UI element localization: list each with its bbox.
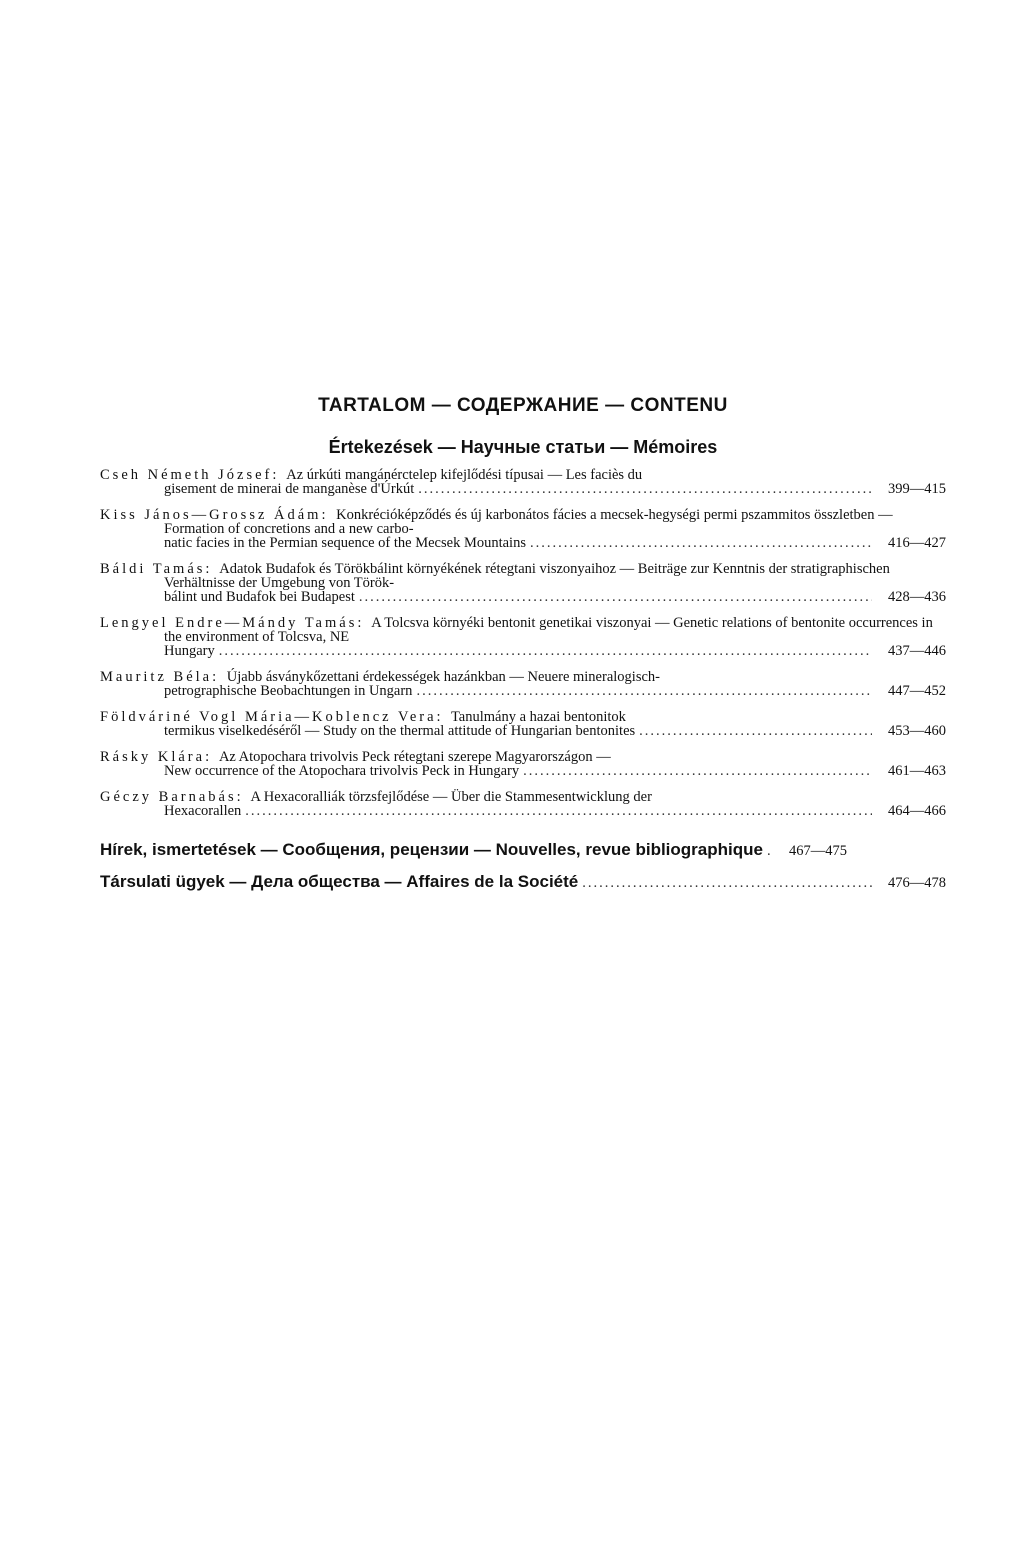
list-item xyxy=(100,670,946,698)
entry-title: Az úrkúti mangánérctelep kifejlődési típusai — Les faciès du xyxy=(286,467,643,483)
tail-section-title: Hírek, ismertetések — Сообщения, рецензии — Nouvelles, revue bibliographique xyxy=(100,840,763,859)
list-item xyxy=(100,468,946,496)
entry-pages: 416—427 xyxy=(888,535,946,551)
entry-last-line xyxy=(164,764,946,778)
entry-last-line xyxy=(164,536,946,550)
entry-pages: 464—466 xyxy=(888,803,946,819)
entry-last-line xyxy=(164,644,946,658)
entry-pages: 461—463 xyxy=(888,763,946,779)
entry-title-end: New occurrence of the Atopochara trivolvis Peck in Hungary xyxy=(164,763,520,779)
entry-pages: 399—415 xyxy=(888,481,946,497)
table-of-contents xyxy=(100,395,946,904)
dot-leader xyxy=(639,724,872,738)
list-item xyxy=(100,790,946,818)
tail-section-pages: 467—475 xyxy=(788,843,847,859)
entry-last-line xyxy=(164,482,946,496)
entry-pages: 447—452 xyxy=(888,683,946,699)
dot-leader xyxy=(523,764,872,778)
entry-author: Földváriné Vogl Mária—Koblencz Vera: xyxy=(100,709,444,725)
entry-title: Az Atopochara trivolvis Peck rétegtani szerepe Magyarországon — xyxy=(218,749,611,765)
entry-pages: 437—446 xyxy=(888,643,946,659)
tail-section-news xyxy=(100,840,946,860)
entry-author: Cseh Németh József: xyxy=(100,467,280,483)
list-item xyxy=(100,562,946,604)
dot-leader xyxy=(582,875,872,892)
entry-title-end: Hexacorallen xyxy=(164,803,242,819)
entry-author: Kiss János—Grossz Ádám: xyxy=(100,507,329,523)
entry-title: A Hexacoralliák törzsfejlődése — Über die Stammesentwicklung der xyxy=(250,789,652,805)
tail-section-title: Társulati ügyek — Дела общества — Affaires de la Société xyxy=(100,872,579,891)
list-item xyxy=(100,710,946,738)
dot-leader xyxy=(219,644,872,658)
entry-title-end: natic facies in the Permian sequence of the Mecsek Mountains xyxy=(164,535,526,551)
dot-leader xyxy=(416,684,872,698)
entry-list xyxy=(100,468,946,818)
entry-author: Mauritz Béla: xyxy=(100,669,220,685)
entry-title: Újabb ásványkőzettani érdekességek hazánkban — Neuere mineralogisch- xyxy=(226,669,660,685)
entry-last-line xyxy=(164,684,946,698)
tail-section-society xyxy=(100,872,946,892)
dot-leader xyxy=(245,804,872,818)
entry-pages: 453—460 xyxy=(888,723,946,739)
entry-author: Lengyel Endre—Mándy Tamás: xyxy=(100,615,365,631)
dot-leader xyxy=(530,536,872,550)
entry-last-line xyxy=(164,590,946,604)
list-item xyxy=(100,750,946,778)
section-title: Értekezések — Научные статьи — Mémoires xyxy=(328,437,718,457)
entry-title: Adatok Budafok és Törökbálint környékének rétegtani viszonyaihoz — Beiträge zur Kenntnis der stratigraphischen Verhältnisse der Umgebung von Török- xyxy=(164,561,890,591)
entry-title-end: petrographische Beobachtungen in Ungarn xyxy=(164,683,413,699)
entry-title: Konkrécióképződés és új karbonátos fácies a mecsek-hegységi permi pszammitos összletben — Formation of concretions and a new carbo- xyxy=(164,507,893,537)
entry-title-end: bálint und Budafok bei Budapest xyxy=(164,589,355,605)
entry-title: A Tolcsva környéki bentonit genetikai viszonyai — Genetic relations of bentonite occurrences in the environment of Tolcsva, NE xyxy=(164,615,933,645)
list-item xyxy=(100,508,946,550)
dot-leader xyxy=(418,482,872,496)
entry-author: Báldi Tamás: xyxy=(100,561,213,577)
dot-leader xyxy=(359,590,872,604)
entry-last-line xyxy=(164,804,946,818)
entry-author: Géczy Barnabás: xyxy=(100,789,244,805)
tail-section-pages: 476—478 xyxy=(888,875,946,891)
entry-title-end: gisement de minerai de manganèse d'Úrkút xyxy=(164,481,415,497)
entry-title-end: Hungary xyxy=(164,643,215,659)
entry-last-line xyxy=(164,724,946,738)
dot-leader xyxy=(767,843,773,860)
entry-pages: 428—436 xyxy=(888,589,946,605)
tail-sections xyxy=(100,840,946,892)
entry-title: Tanulmány a hazai bentonitok xyxy=(450,709,626,725)
page-title: TARTALOM — СОДЕРЖАНИЕ — CONTENU xyxy=(318,395,728,416)
entry-title-end: termikus viselkedéséről — Study on the thermal attitude of Hungarian bentonites xyxy=(164,723,636,739)
entry-author: Rásky Klára: xyxy=(100,749,213,765)
list-item xyxy=(100,616,946,658)
